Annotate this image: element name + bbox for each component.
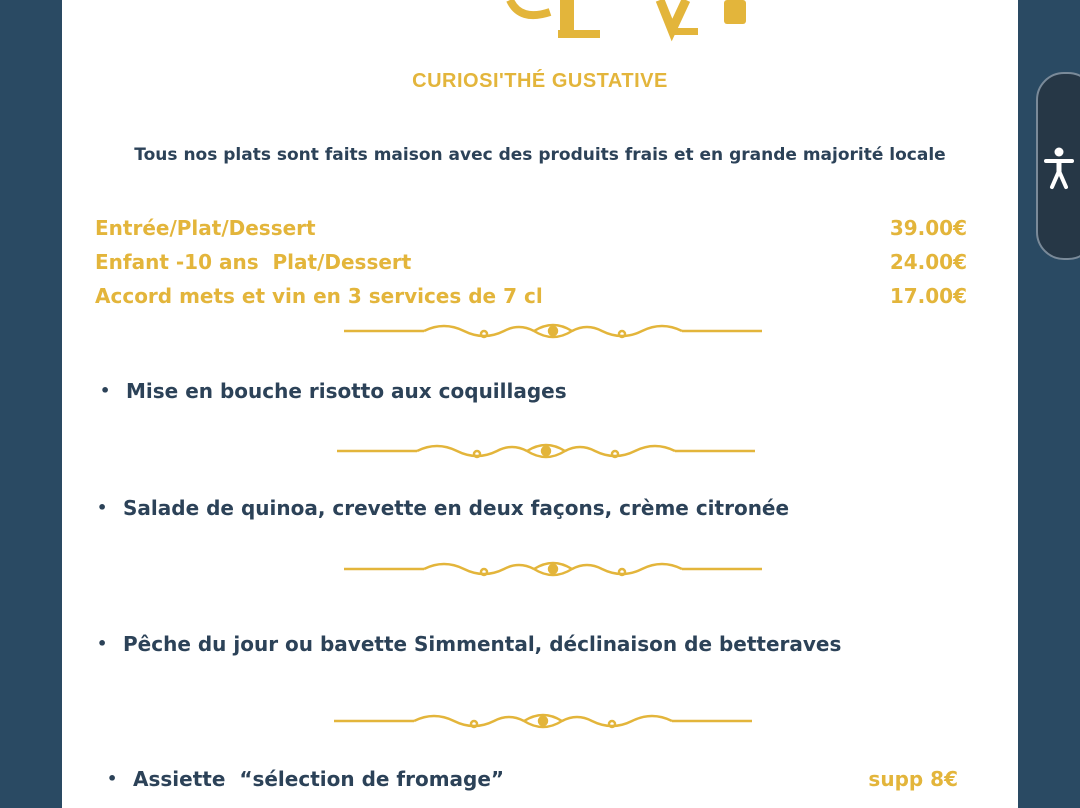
bullet: • — [107, 769, 118, 788]
bullet: • — [97, 498, 108, 517]
price-value: 39.00€ — [889, 216, 967, 240]
course-text: Pêche du jour ou bavette Simmental, déclinaison de betteraves — [123, 632, 842, 656]
supplement-price: supp 8€ — [868, 767, 958, 791]
ornament-divider-icon — [334, 711, 752, 731]
price-row — [95, 284, 967, 314]
course-text: Assiette “sélection de fromage” — [133, 767, 505, 791]
price-value: 17.00€ — [889, 284, 967, 308]
price-label: Accord mets et vin en 3 services de 7 cl — [95, 284, 543, 308]
accessibility-button[interactable] — [1036, 72, 1080, 260]
ornament-divider-icon — [344, 321, 762, 341]
logo-fragment — [502, 0, 782, 45]
price-value: 24.00€ — [889, 250, 967, 274]
menu-page — [62, 0, 1018, 808]
course-text: Salade de quinoa, crevette en deux façons, crème citronée — [123, 496, 790, 520]
tagline: Tous nos plats sont faits maison avec des produits frais et en grande majorité locale — [134, 145, 946, 165]
bullet: • — [100, 381, 111, 400]
price-label: Enfant -10 ans Plat/Dessert — [95, 250, 412, 274]
price-label: Entrée/Plat/Dessert — [95, 216, 316, 240]
course-item — [97, 496, 789, 520]
brand-name: CURIOSI'THÉ GUSTATIVE — [412, 70, 668, 92]
ornament-divider-icon — [344, 559, 762, 579]
bullet: • — [97, 634, 108, 653]
price-row — [95, 216, 967, 246]
course-item — [100, 379, 567, 403]
course-item — [97, 632, 841, 656]
course-item — [107, 767, 504, 791]
price-row — [95, 250, 967, 280]
ornament-divider-icon — [337, 441, 755, 461]
course-text: Mise en bouche risotto aux coquillages — [126, 379, 567, 403]
accessibility-icon — [1044, 146, 1074, 190]
